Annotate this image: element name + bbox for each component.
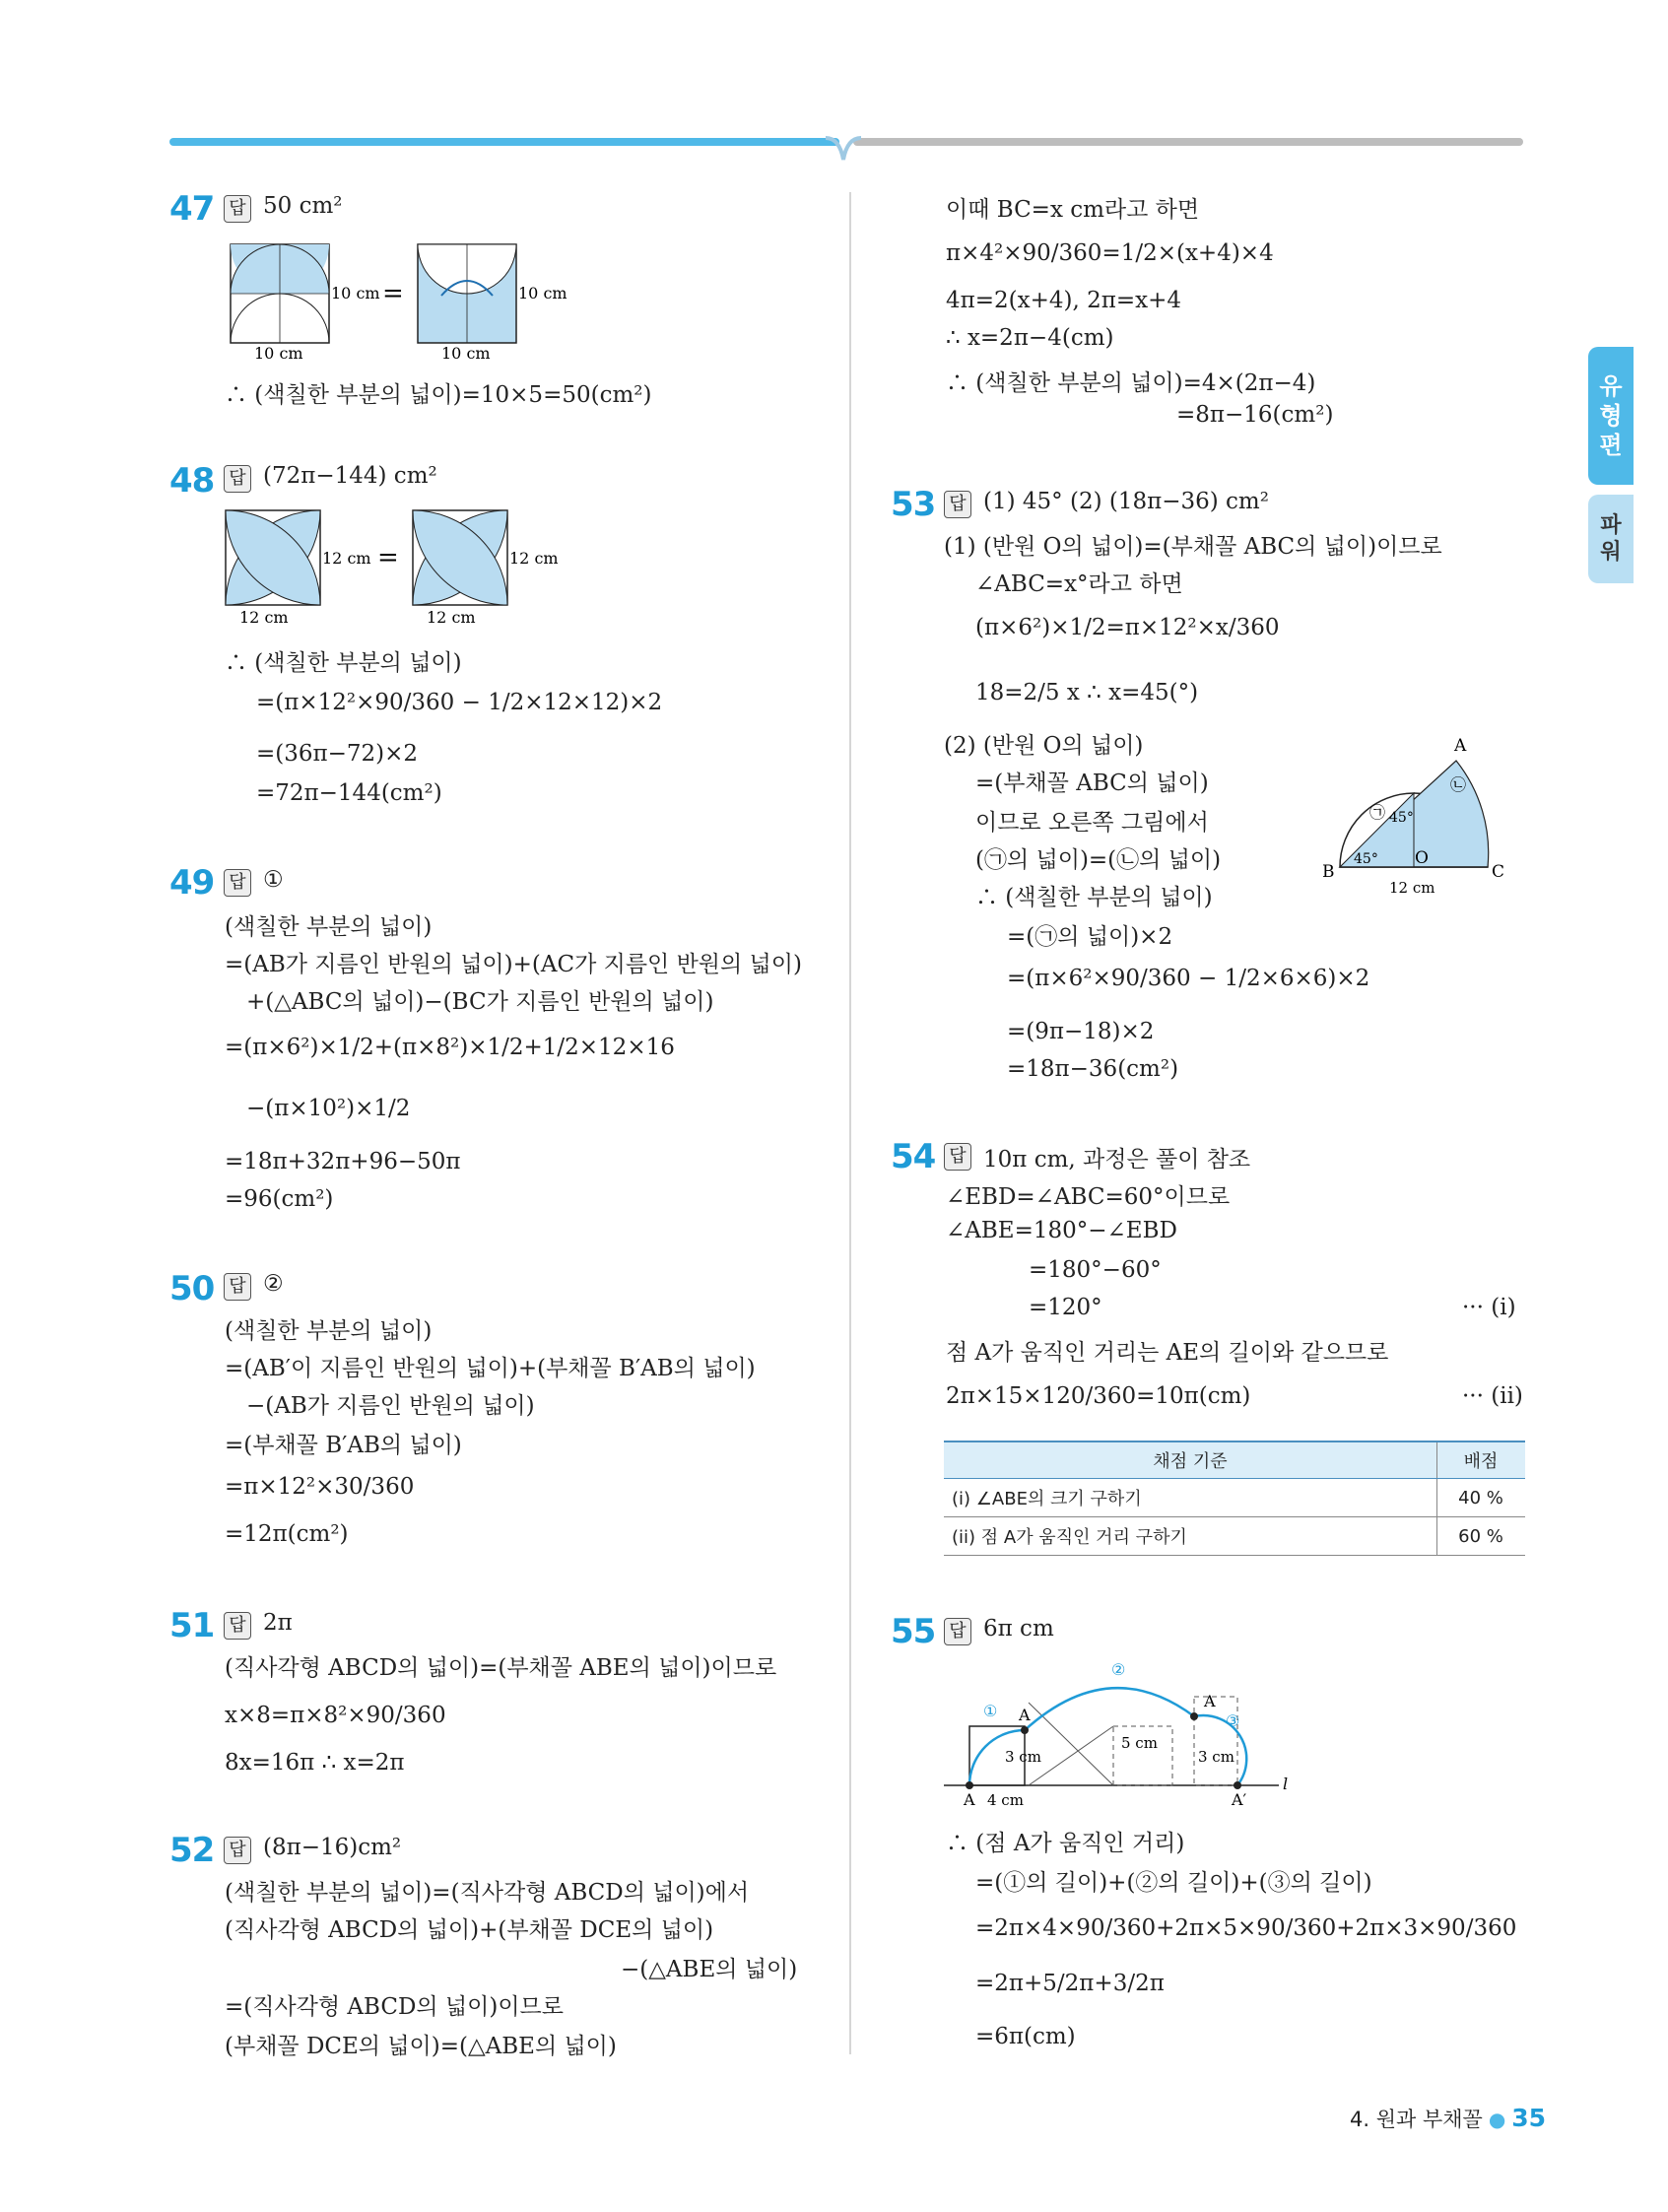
solution-line: ∠ABC=x°라고 하면 (975, 571, 1183, 597)
figure-47 (225, 236, 579, 365)
page-footer (1350, 2104, 1546, 2133)
answer-text: 2π (263, 1610, 293, 1636)
solution-line: ∴ (색칠한 부분의 넓이) (225, 650, 462, 676)
figure-48 (222, 504, 576, 633)
answer-badge: 답 (944, 1143, 971, 1171)
problem-number: 47 (169, 189, 215, 229)
fig-label: ㉠ (1369, 803, 1386, 822)
header-bar-right (853, 138, 1523, 146)
answer-badge: 답 (944, 1618, 971, 1645)
solution-line: =(부채꼴 ABC의 넓이) (975, 771, 1209, 796)
solution-line: =2π+5/2π+3/2π (975, 1971, 1165, 1996)
scoring-table (944, 1441, 1525, 1556)
fig-label: B (1322, 862, 1335, 882)
solution-line: ∠ABE=180°−∠EBD (946, 1218, 1177, 1243)
fig-label: A (1019, 1706, 1031, 1724)
solution-line: ∠EBD=∠ABC=60°이므로 (946, 1184, 1231, 1210)
problem-number: 54 (891, 1137, 936, 1176)
table-cell: 60 % (1437, 1517, 1526, 1556)
solution-line: =(직사각형 ABCD의 넓이)이므로 (225, 1994, 564, 2020)
solution-line: =(9π−18)×2 (1007, 1019, 1155, 1044)
figure-55 (944, 1657, 1308, 1815)
table-header (944, 1441, 1525, 1479)
column-divider (849, 192, 851, 2054)
problem-number: 55 (891, 1612, 936, 1651)
solution-line: =2π×4×90/360+2π×5×90/360+2π×3×90/360 (975, 1915, 1517, 1941)
solution-line: −(AB가 지름인 반원의 넓이) (246, 1393, 535, 1419)
solution-line: ∴ (색칠한 부분의 넓이)=10×5=50(cm²) (225, 382, 652, 408)
solution-line: (2) (반원 O의 넓이) (944, 733, 1144, 759)
solution-line: 18=2/5 x ∴ x=45(°) (975, 680, 1199, 705)
fig-label: ③ (1226, 1711, 1240, 1730)
answer-text: ② (263, 1271, 284, 1297)
figure-53 (1320, 729, 1537, 906)
fig-label: 10 cm (441, 344, 491, 363)
side-tab-type[interactable] (1588, 347, 1634, 485)
solution-line: =6π(cm) (975, 2024, 1076, 2049)
fig-label: C (1492, 862, 1505, 882)
answer-text: 50 cm² (263, 193, 343, 219)
fig-label: 12 cm (427, 608, 476, 627)
fig-label: ② (1111, 1660, 1126, 1679)
fig-label: 12 cm (239, 608, 289, 627)
table-cell: (ii) 점 A가 움직인 거리 구하기 (944, 1517, 1437, 1556)
problem-number: 51 (169, 1606, 215, 1645)
fig-eq: = (377, 543, 399, 572)
answer-text: 6π cm (983, 1616, 1054, 1642)
solution-line: +(△ABC의 넓이)−(BC가 지름인 반원의 넓이) (246, 989, 714, 1015)
solution-line: 4π=2(x+4), 2π=x+4 (946, 288, 1181, 313)
fig-label: A′ (1232, 1790, 1247, 1809)
bullet-icon: ● (1488, 2108, 1506, 2131)
table-row (944, 1479, 1525, 1517)
fig-label: 12 cm (322, 549, 371, 568)
solution-line: (π×6²)×1/2=π×12²×x/360 (975, 615, 1280, 640)
problem-number: 50 (169, 1269, 215, 1308)
fig-label: 10 cm (331, 284, 380, 302)
fig-label: 4 cm (987, 1791, 1024, 1809)
solution-line: =(36π−72)×2 (256, 741, 419, 767)
fig-label: A (964, 1790, 975, 1809)
table-cell: (i) ∠ABE의 크기 구하기 (944, 1479, 1437, 1517)
solution-line: =(AB가 지름인 반원의 넓이)+(AC가 지름인 반원의 넓이) (225, 952, 802, 977)
side-tab-char: 파 (1600, 512, 1622, 538)
chapter-title: 4. 원과 부채꼴 (1350, 2108, 1483, 2131)
solution-line: =18π−36(cm²) (1007, 1056, 1179, 1082)
fig-label: 10 cm (518, 284, 567, 302)
answer-badge: 답 (224, 195, 251, 223)
side-tab-power[interactable] (1588, 495, 1634, 583)
solution-line: (부채꼴 DCE의 넓이)=(△ABE의 넓이) (225, 2034, 617, 2059)
solution-line: =96(cm²) (225, 1186, 334, 1212)
solution-line: =120° (1029, 1295, 1102, 1320)
answer-text: 10π cm, 과정은 풀이 참조 (983, 1147, 1251, 1173)
table-header-cell: 채점 기준 (944, 1441, 1437, 1479)
fig-eq: = (382, 279, 404, 308)
solution-line: 2π×15×120/360=10π(cm) (946, 1383, 1251, 1409)
solution-line: (색칠한 부분의 넓이) (225, 1318, 433, 1344)
side-tab-char: 형 (1599, 402, 1623, 430)
table-cell: 40 % (1437, 1479, 1526, 1517)
fig-label: ① (983, 1702, 998, 1720)
solution-line: π×4²×90/360=1/2×(x+4)×4 (946, 240, 1274, 266)
solution-line: =(부채꼴 B′AB의 넓이) (225, 1433, 462, 1458)
score-mark: ··· (ii) (1462, 1383, 1523, 1409)
page-number: 35 (1511, 2104, 1547, 2132)
header-bar-left (169, 138, 839, 146)
solution-line: −(π×10²)×1/2 (246, 1096, 411, 1121)
fig-label: O (1415, 848, 1429, 868)
side-tab-char: 워 (1600, 540, 1622, 565)
solution-line: (직사각형 ABCD의 넓이)=(부채꼴 ABE의 넓이)이므로 (225, 1655, 777, 1681)
solution-line: =π×12²×30/360 (225, 1474, 415, 1500)
solution-line: (색칠한 부분의 넓이)=(직사각형 ABCD의 넓이)에서 (225, 1880, 750, 1906)
fig-label: 3 cm (1198, 1748, 1234, 1766)
solution-line: =(π×6²)×1/2+(π×8²)×1/2+1/2×12×16 (225, 1035, 675, 1060)
fig-label: 10 cm (254, 344, 303, 363)
solution-line: =(π×6²×90/360 − 1/2×6×6)×2 (1007, 966, 1370, 991)
solution-line: =8π−16(cm²) (1176, 402, 1334, 428)
solution-line: =72π−144(cm²) (256, 780, 442, 806)
solution-line: 8x=16π ∴ x=2π (225, 1750, 405, 1776)
solution-line: (직사각형 ABCD의 넓이)+(부채꼴 DCE의 넓이) (225, 1917, 714, 1943)
solution-line: =(π×12²×90/360 − 1/2×12×12)×2 (256, 690, 663, 715)
side-tab-char: 유 (1599, 372, 1623, 400)
problem-number: 53 (891, 485, 936, 524)
problem-number: 49 (169, 863, 215, 903)
score-mark: ··· (i) (1462, 1295, 1516, 1320)
solution-line: ∴ (점 A가 움직인 거리) (946, 1831, 1185, 1856)
solution-line: (색칠한 부분의 넓이) (225, 914, 433, 940)
answer-badge: 답 (224, 869, 251, 897)
solution-line: 이므로 오른쪽 그림에서 (975, 810, 1209, 836)
answer-badge: 답 (224, 1273, 251, 1301)
answer-text: (1) 45° (2) (18π−36) cm² (983, 489, 1269, 514)
fig-label: 12 cm (509, 549, 559, 568)
solution-line: =12π(cm²) (225, 1521, 349, 1547)
solution-line: ∴ (색칠한 부분의 넓이)=4×(2π−4) (946, 370, 1316, 396)
fig-label: 5 cm (1121, 1734, 1158, 1752)
solution-line: (㉠의 넓이)=(㉡의 넓이) (975, 847, 1222, 873)
solution-line: =18π+32π+96−50π (225, 1149, 461, 1174)
solution-line: =(①의 길이)+(②의 길이)+(③의 길이) (975, 1870, 1372, 1896)
solution-line: 점 A가 움직인 거리는 AE의 길이와 같으므로 (946, 1340, 1389, 1366)
fig-label: 45° (1354, 851, 1378, 867)
table-header-cell: 배점 (1437, 1441, 1526, 1479)
fig-label: 3 cm (1005, 1748, 1041, 1766)
fig-label: 45° (1389, 810, 1414, 826)
table-row (944, 1517, 1525, 1556)
answer-text: (8π−16)cm² (263, 1835, 402, 1860)
problem-number: 52 (169, 1831, 215, 1870)
problem-number: 48 (169, 461, 215, 501)
answer-badge: 답 (224, 465, 251, 493)
fig-label: A (1454, 736, 1467, 756)
solution-line: −(△ABE의 넓이) (621, 1957, 798, 1982)
solution-line: =(AB′이 지름인 반원의 넓이)+(부채꼴 B′AB의 넓이) (225, 1356, 756, 1381)
answer-badge: 답 (944, 491, 971, 518)
answer-badge: 답 (224, 1612, 251, 1640)
fig-label: 12 cm (1389, 879, 1435, 897)
header-notch (826, 136, 861, 164)
answer-text: (72π−144) cm² (263, 463, 437, 489)
answer-text: ① (263, 867, 284, 893)
side-tab-char: 편 (1599, 432, 1623, 459)
solution-line: x×8=π×8²×90/360 (225, 1703, 446, 1728)
answer-badge: 답 (224, 1837, 251, 1864)
fig-label: A (1204, 1692, 1216, 1710)
solution-line: ∴ x=2π−4(cm) (946, 325, 1114, 351)
solution-line: =(㉠의 넓이)×2 (1007, 924, 1173, 950)
solution-line: ∴ (색칠한 부분의 넓이) (975, 885, 1213, 910)
solution-line: 이때 BC=x cm라고 하면 (946, 197, 1200, 223)
solution-line: =180°−60° (1029, 1257, 1162, 1283)
fig-label: l (1283, 1775, 1289, 1793)
fig-label: ㉡ (1450, 775, 1467, 794)
solution-line: (1) (반원 O의 넓이)=(부채꼴 ABC의 넓이)이므로 (944, 534, 1442, 560)
